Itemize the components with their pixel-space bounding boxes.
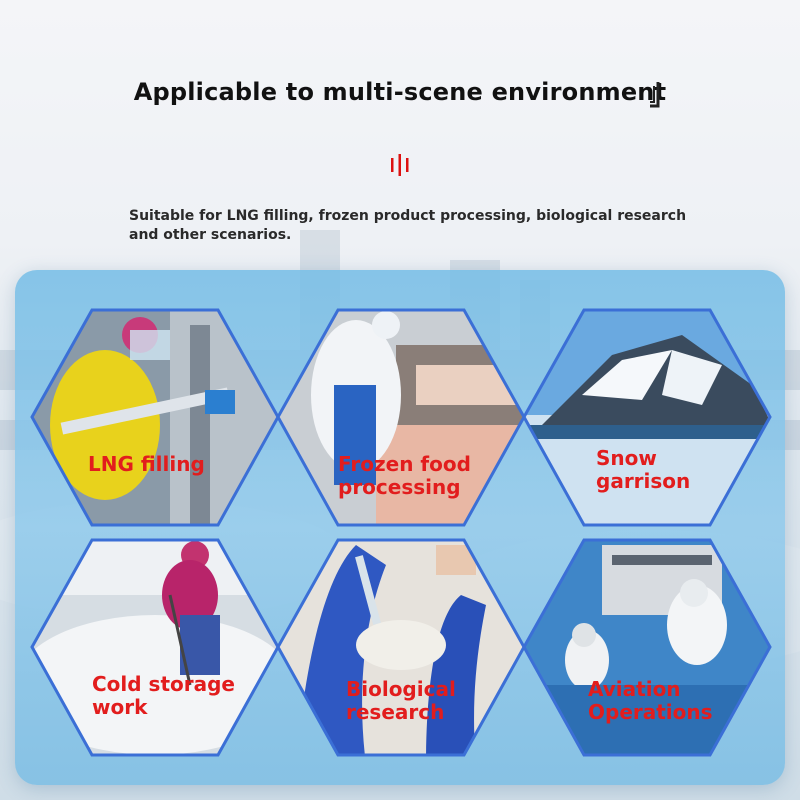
scene-biological-research [276, 535, 526, 765]
scene-label [522, 447, 800, 493]
scene-label-line-2: Operations [588, 700, 713, 724]
page-title: Applicable to multi-scene environment [133, 78, 667, 106]
scene-label-line-1: Snow [596, 446, 657, 470]
astronaut-spacewalk-photo [522, 535, 772, 765]
scene-frozen-food [276, 305, 526, 535]
intro-text-line-2: and other scenarios. [129, 227, 292, 243]
lng-filling-photo [30, 305, 280, 535]
scene-cold-storage [30, 535, 280, 765]
scene-label-line-1: Aviation [588, 677, 681, 701]
scene-aviation-operations [522, 535, 772, 765]
scene-label [522, 678, 800, 724]
cryogenic-glove-photo [276, 535, 526, 765]
scene-label-line-2: research [346, 700, 445, 724]
scene-label-line-2: garrison [596, 469, 691, 493]
scene-snow-garrison [522, 305, 772, 535]
cold-storage-photo [30, 535, 280, 765]
snowy-mountain-photo [522, 305, 772, 535]
scene-label-line-1: Cold storage [92, 672, 235, 696]
scene-label-line-1: Frozen food [338, 452, 471, 476]
scene-label-line-2: work [92, 695, 148, 719]
intro-text-line-1: Suitable for LNG filling, frozen product processing, biological research [129, 208, 687, 224]
scene-label-line-2: processing [338, 475, 461, 499]
scene-lng-filling [30, 305, 280, 535]
scene-label-line-1: LNG filling [88, 452, 205, 476]
frozen-food-photo [276, 305, 526, 535]
scene-label-line-1: Biological [346, 677, 456, 701]
